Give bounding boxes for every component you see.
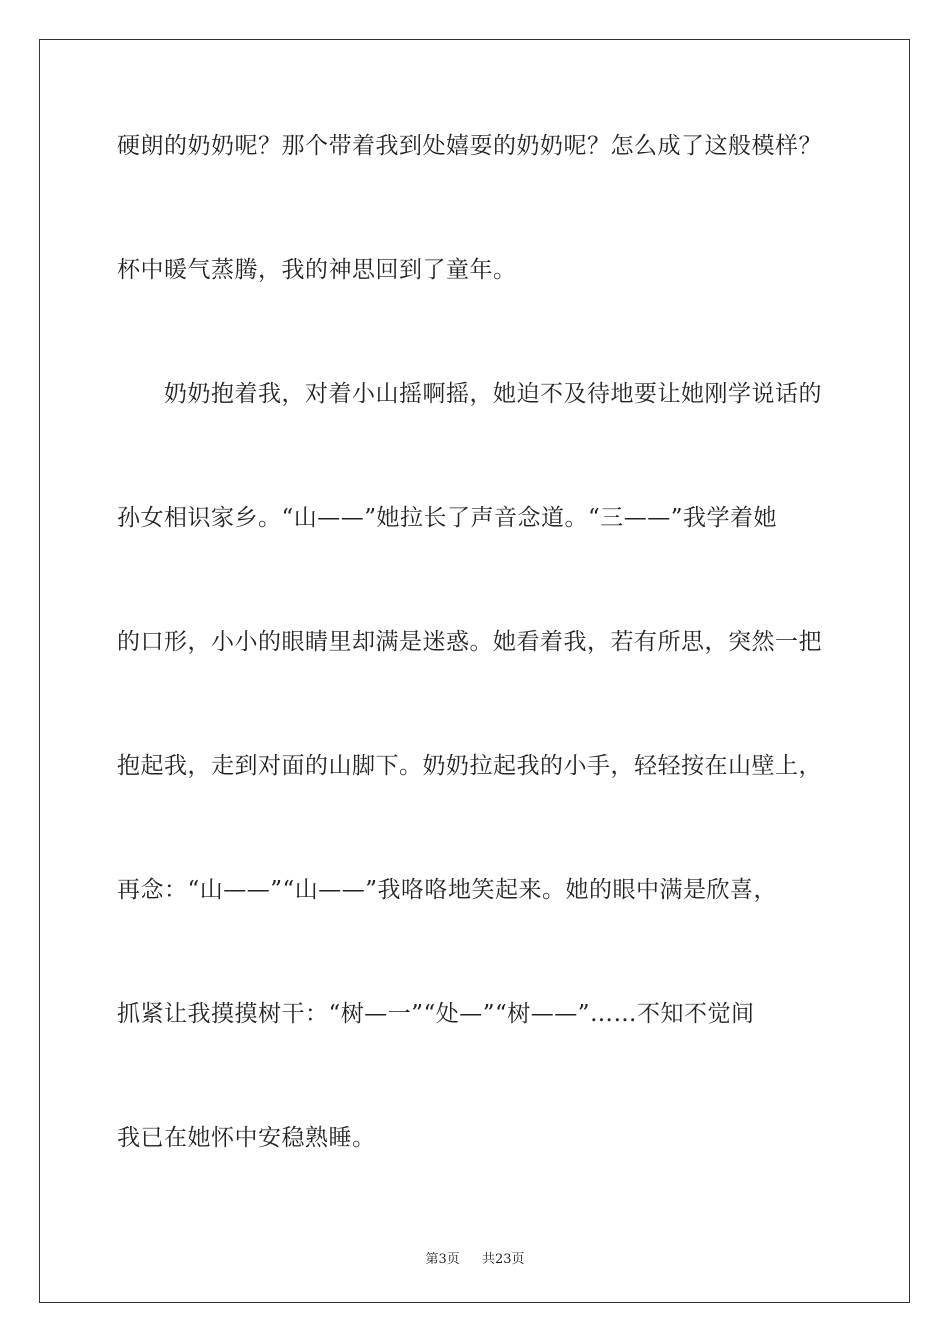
text-line: 的口形，小小的眼睛里却满是迷惑。她看着我，若有所思，突然一把 — [117, 629, 822, 655]
page-footer — [0, 1248, 950, 1267]
text-line: 硬朗的奶奶呢？那个带着我到处嬉耍的奶奶呢？怎么成了这般模样？ — [117, 133, 822, 159]
text-line: 我已在她怀中安稳熟睡。 — [117, 1125, 376, 1151]
text-line: 抓紧让我摸摸树干：“树—一”“处—”“树——”……不知不觉间 — [117, 1001, 755, 1027]
text-line: 再念：“山——”“山——”我咯咯地笑起来。她的眼中满是欣喜， — [117, 877, 778, 903]
paragraph-first-line: 奶奶抱着我，对着小山摇啊摇，她迫不及待地要让她刚学说话的 — [164, 381, 822, 407]
total-pages: 共23页 — [482, 1252, 525, 1267]
text-line: 孙女相识家乡。“山——”她拉长了声音念道。“三——”我学着她 — [117, 505, 778, 531]
text-line: 杯中暖气蒸腾，我的神思回到了童年。 — [117, 257, 517, 283]
page-number: 第3页 — [425, 1252, 460, 1267]
page-frame — [39, 39, 910, 1303]
text-line: 抱起我，走到对面的山脚下。奶奶拉起我的小手，轻轻按在山壁上， — [117, 753, 822, 779]
